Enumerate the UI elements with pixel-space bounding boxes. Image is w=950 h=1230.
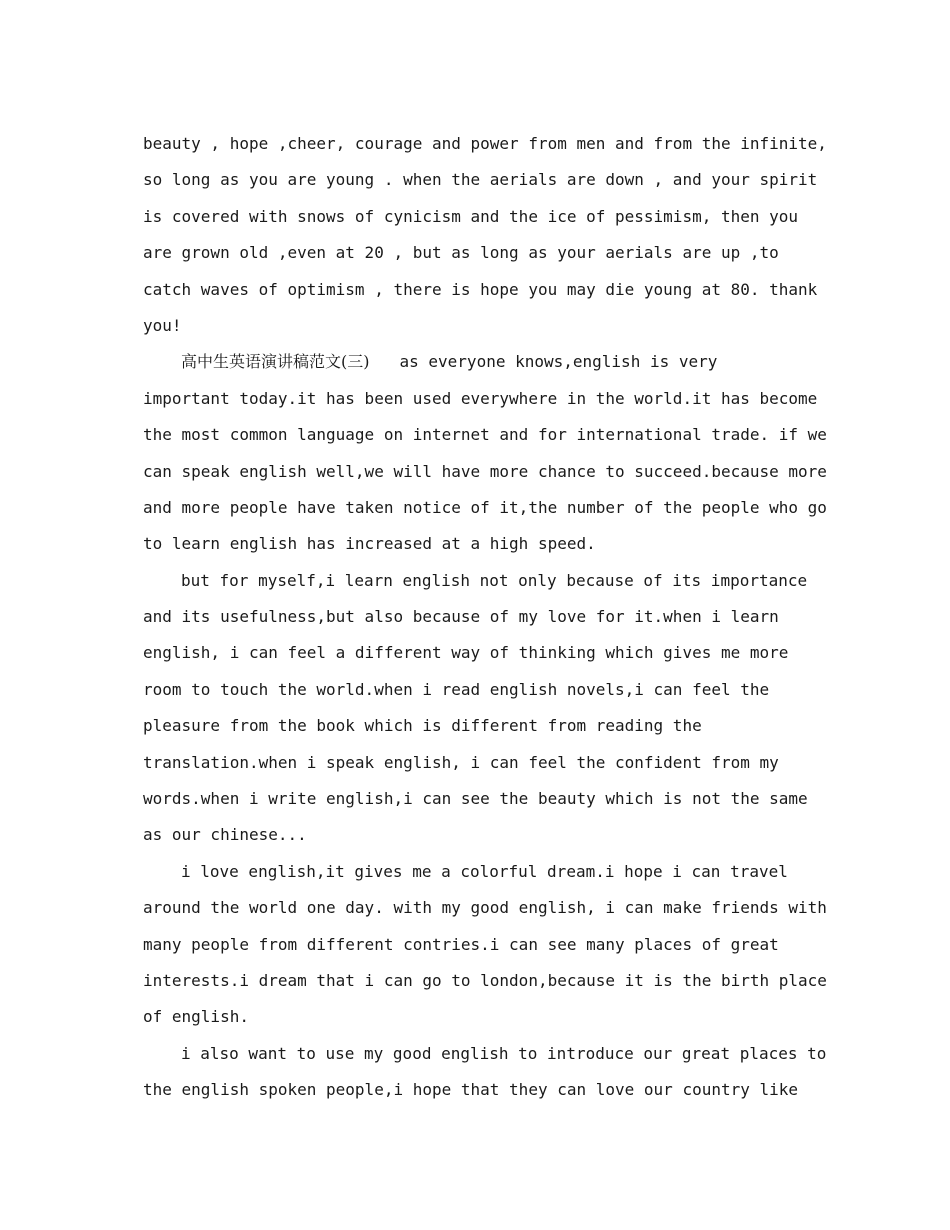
text-line: as our chinese... <box>143 825 307 845</box>
text-line: is covered with snows of cynicism and the ice of pessimism, then you <box>143 206 799 226</box>
document-body <box>143 126 827 1109</box>
text-line: you! <box>143 315 182 335</box>
paragraph-1 <box>143 126 827 344</box>
text-line: the most common language on internet and for international trade. if we <box>143 425 827 445</box>
text-line: and more people have taken notice of it,the number of the people who go <box>143 497 827 517</box>
text-line: room to touch the world.when i read english novels,i can feel the <box>143 679 770 699</box>
text-line: translation.when i speak english, i can feel the confident from my <box>143 752 779 772</box>
paragraph-4 <box>143 854 827 1036</box>
paragraph-3 <box>143 563 823 854</box>
text-line: around the world one day. with my good english, i can make friends with <box>143 898 827 918</box>
text-line: and its usefulness,but also because of my love for it.when i learn <box>143 607 779 627</box>
text-line: pleasure from the book which is different from reading the <box>143 716 702 736</box>
text-line: important today.it has been used everywhere in the world.it has become <box>143 388 818 408</box>
text-line: words.when i write english,i can see the beauty which is not the same <box>143 789 808 809</box>
text-fragment: as everyone knows,english is very <box>399 352 718 372</box>
paragraph-2 <box>143 344 827 562</box>
text-line: beauty , hope ,cheer, courage and power from men and from the infinite, <box>143 134 827 153</box>
text-line: the english spoken people,i hope that they can love our country like <box>143 1080 799 1100</box>
text-line: i also want to use my good english to introduce our great places to <box>181 1043 827 1063</box>
text-line: of english. <box>143 1007 249 1027</box>
text-line: can speak english well,we will have more chance to succeed.because more <box>143 461 827 481</box>
text-line: catch waves of optimism , there is hope you may die young at 80. thank <box>143 279 818 299</box>
text-line: i love english,it gives me a colorful dream.i hope i can travel <box>181 861 788 881</box>
text-line: but for myself,i learn english not only because of its importance <box>181 570 808 590</box>
text-line <box>143 344 823 380</box>
paragraph-5 <box>143 1036 827 1109</box>
text-line: many people from different contries.i can see many places of great <box>143 934 779 954</box>
text-line: so long as you are young . when the aerials are down , and your spirit <box>143 170 818 190</box>
text-line: interests.i dream that i can go to london,because it is the birth place <box>143 970 827 990</box>
text-line: are grown old ,even at 20 , but as long as your aerials are up ,to <box>143 243 779 263</box>
text-line: to learn english has increased at a high speed. <box>143 534 596 554</box>
text-line: english, i can feel a different way of thinking which gives me more <box>143 643 789 663</box>
section-heading: 高中生英语演讲稿范文(三) <box>181 352 370 372</box>
